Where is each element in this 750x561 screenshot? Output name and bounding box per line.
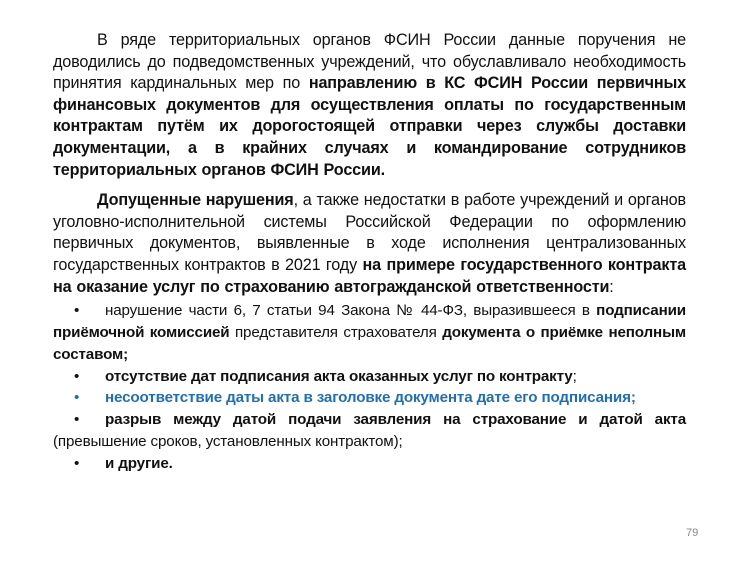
paragraph-text: В ряде территориальных органов ФСИН России данные поручения не доводились до подведомственных учреждений, что обуславливало необходимость принятия кардинальных мер по [53, 31, 686, 93]
item-text: нарушение части 6, 7 статьи 94 Закона № 44-ФЗ, выразившееся в [105, 302, 597, 320]
list-item [53, 453, 686, 475]
paragraph-fsin-orders [53, 30, 686, 181]
item-text: представителя страхователя [229, 323, 443, 341]
bullet-icon: • [74, 367, 80, 385]
page-number: 79 [686, 527, 699, 539]
list-item [53, 300, 686, 365]
bullet-icon: • [74, 302, 80, 320]
paragraph-text: , а также недостатки в работе учреждений и органов уголовно-исполнительной системы Российской Федерации по оформлению первичных документов, выявленные в ходе исполнения централизованных государственных контрактов в 2021 году [53, 191, 686, 274]
item-bold-text: несоответствие даты акта в заголовке документа дате его подписания; [105, 389, 636, 407]
item-bold-text: разрыв между датой подачи заявления на страхование и датой акта [105, 411, 686, 429]
paragraph-bold-text: на примере государственного контракта на оказание услуг по страхованию автогражданской ответственности [53, 255, 686, 296]
item-bold-text: и другие. [105, 454, 173, 472]
list-item-highlighted [53, 387, 686, 409]
item-text: ; [572, 367, 577, 385]
paragraph-bold-text: Допущенные нарушения [97, 191, 294, 210]
bullet-icon: • [74, 454, 80, 472]
paragraph-bold-text: направлению в КС ФСИН России первичных финансовых документов для осуществления оплаты по государственным контрактам путём их дорогостоящей отправки через службы доставки документации, а в крайних случаях и командирование сотрудников территориальных органов ФСИН России. [53, 74, 686, 179]
list-item [53, 366, 686, 388]
list-item [53, 409, 686, 453]
paragraph-violations [53, 190, 686, 298]
item-text: (превышение сроков, установленных контрактом); [53, 432, 403, 450]
slide-body [53, 30, 686, 475]
bullet-icon: • [74, 389, 80, 407]
violations-list [53, 300, 686, 474]
paragraph-text: : [609, 277, 614, 296]
item-bold-text: документа о приёмке неполным составом; [53, 323, 686, 363]
item-bold-text: подписании приёмочной комиссией [53, 302, 686, 341]
item-bold-text: отсутствие дат подписания акта оказанных услуг по контракту [105, 367, 573, 385]
bullet-icon: • [74, 411, 80, 429]
